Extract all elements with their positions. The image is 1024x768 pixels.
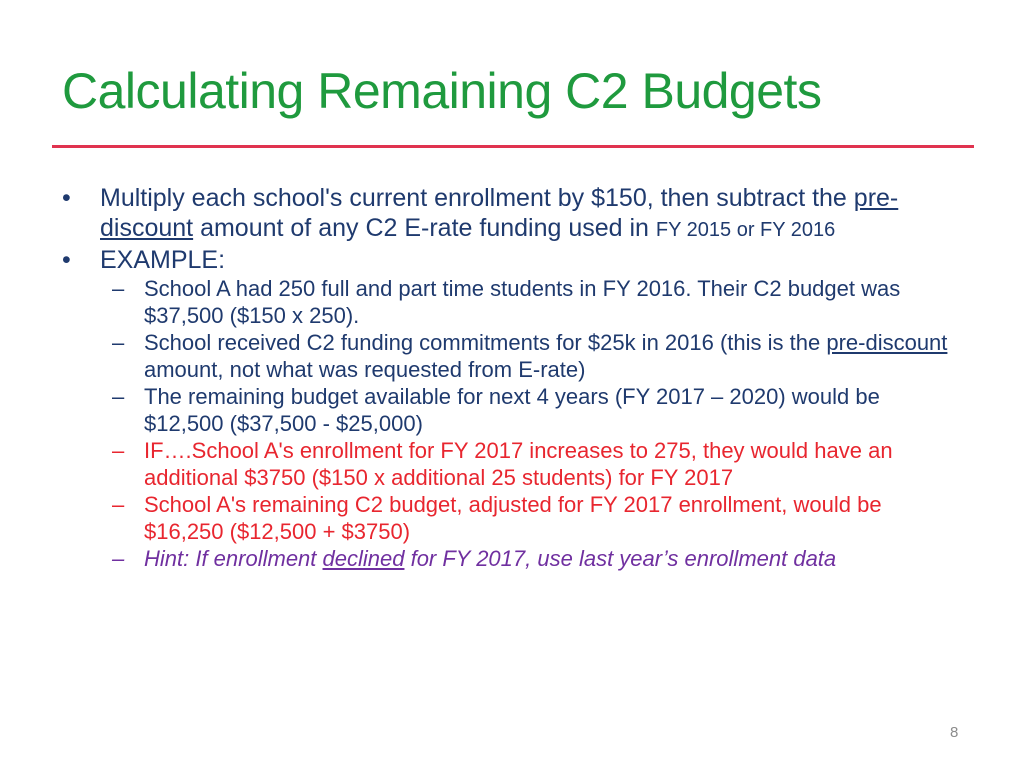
bullet-marker: • xyxy=(62,184,71,212)
underlined-term: declined xyxy=(322,546,405,571)
sub-bullet-commitments xyxy=(62,329,962,383)
dash-marker: – xyxy=(112,384,125,409)
sub-bullet-text: IF….School A's enrollment for FY 2017 increases to 275, they would have an additional $3750 ($150 x additional 25 students) for FY 2017 xyxy=(144,438,893,490)
underlined-term: pre-discount xyxy=(826,330,948,355)
slide-content xyxy=(62,183,962,572)
sub-bullet-text: The remaining budget available for next 4 years (FY 2017 – 2020) would be $12,500 ($37,500 - $25,000) xyxy=(144,384,880,436)
bullet-marker: • xyxy=(62,246,71,274)
sub-bullet-increase xyxy=(62,437,962,491)
dash-marker: – xyxy=(112,546,125,571)
bullet-example xyxy=(62,245,962,275)
sub-bullet-remaining xyxy=(62,383,962,437)
bullet-text: amount of any C2 E-rate funding used in xyxy=(193,214,656,242)
bullet-multiply xyxy=(62,183,962,245)
bullet-text: Multiply each school's current enrollment by $150, then subtract the xyxy=(100,184,854,212)
sub-bullet-hint xyxy=(62,545,962,572)
dash-marker: – xyxy=(112,438,125,463)
sub-bullet-text: School received C2 funding commitments for $25k in 2016 (this is the xyxy=(144,330,827,355)
slide-title: Calculating Remaining C2 Budgets xyxy=(62,63,822,119)
sub-bullet-text: Hint: If enrollment xyxy=(144,546,323,571)
bullet-text: EXAMPLE: xyxy=(100,246,226,274)
sub-bullet-enrollment xyxy=(62,275,962,329)
dash-marker: – xyxy=(112,492,125,517)
sub-bullet-text: for FY 2017, use last year’s enrollment data xyxy=(404,546,837,571)
underlined-term: pre-discount xyxy=(100,184,899,242)
title-divider xyxy=(52,145,974,148)
page-number: 8 xyxy=(950,724,959,741)
dash-marker: – xyxy=(112,330,125,355)
fiscal-years-text: FY 2015 or FY 2016 xyxy=(655,219,836,241)
dash-marker: – xyxy=(112,276,125,301)
sub-bullet-text: amount, not what was requested from E-rate) xyxy=(144,357,586,382)
sub-bullet-text: School A's remaining C2 budget, adjusted for FY 2017 enrollment, would be $16,250 ($12,500 + $3750) xyxy=(144,492,882,544)
sub-bullet-adjusted xyxy=(62,491,962,545)
sub-bullet-text: School A had 250 full and part time students in FY 2016. Their C2 budget was $37,500 ($150 x 250). xyxy=(144,276,901,328)
